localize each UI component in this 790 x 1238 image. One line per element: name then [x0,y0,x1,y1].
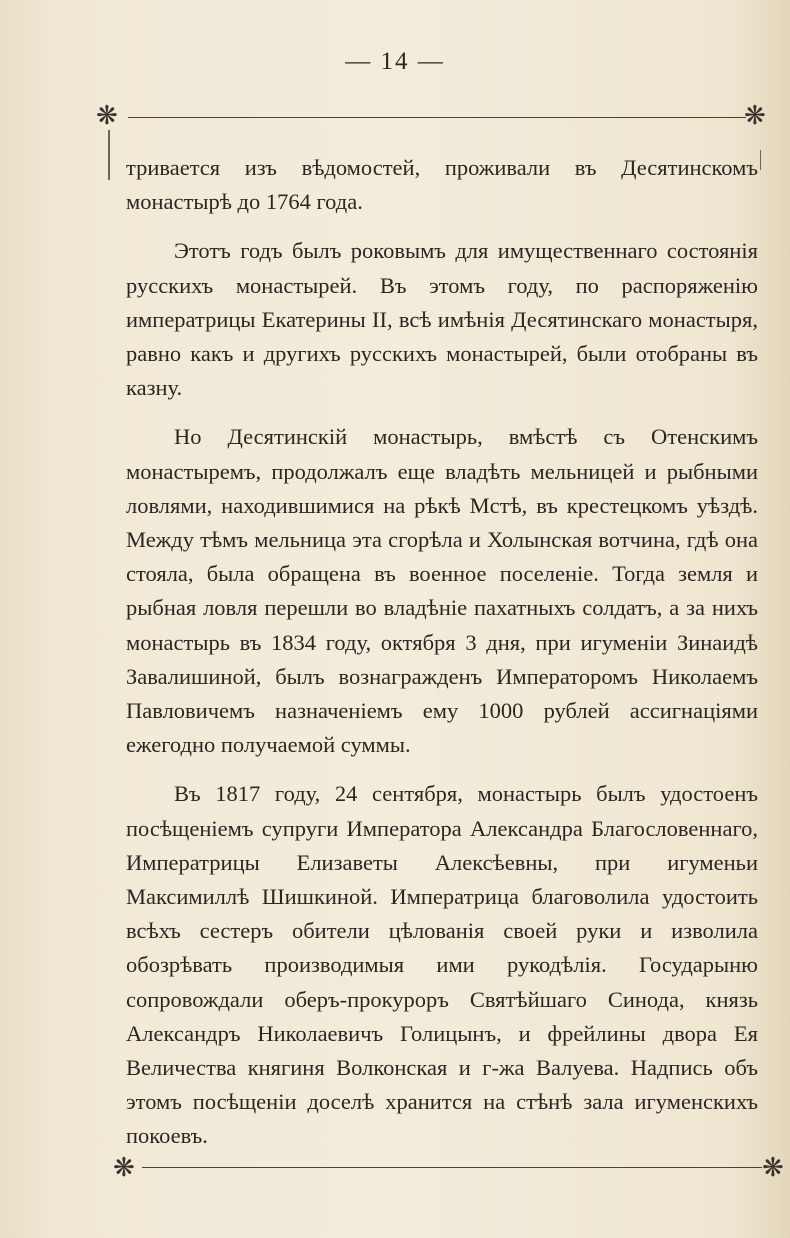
paragraph: Этотъ годъ былъ роковымъ для имущественнаго состоянія русскихъ монастырей. Въ этомъ году, по распоряженію императрицы Екатерины II, всѣ имѣнія Десятинскаго монастыря, равно какъ и другихъ русскихъ монастырей, были отобраны въ казну. [126,238,758,401]
body-text [126,151,758,1169]
footer-rule [142,1167,762,1168]
paragraph: тривается изъ вѣдомостей, проживали въ Десятинскомъ монастырѣ до 1764 года. [126,155,758,215]
margin-line [760,150,761,170]
paragraph: Но Десятинскій монастырь, вмѣстѣ съ Отенскимъ монастыремъ, продолжалъ еще владѣть мельницей и рыбными ловлями, находившимися на рѣкѣ Мстѣ, въ крестецкомъ уѣздѣ. Между тѣмъ мельница эта сгорѣла и Холынская вотчина, гдѣ она стояла, была обращена въ военное поселеніе. Тогда земля и рыбная ловля перешли во владѣніе пахатныхъ солдатъ, а за нихъ монастырь въ 1834 году, октября 3 дня, при игуменіи Зинаидѣ Завалишиной, былъ вознагражденъ Императоромъ Николаемъ Павловичемъ назначеніемъ ему 1000 рублей ассигнаціями ежегодно получаемой суммы. [126,424,758,758]
ornament-icon: ❋ [113,1153,135,1183]
ornament-icon: ❋ [762,1153,784,1183]
header-rule [128,117,746,118]
paragraph: Въ 1817 году, 24 сентября, монастырь былъ удостоенъ посѣщеніемъ супруги Императора Александра Благословеннаго, Императрицы Елизаветы Алексѣевны, при игуменьи Максимиллѣ Шишкиной. Императрица благоволила удостоить всѣхъ сестеръ обители цѣлованія своей руки и изволила обозрѣвать производимыя ими рукодѣлія. Государыню сопровождали оберъ-прокуроръ Святѣйшаго Синода, князь Александръ Николаевичъ Голицынъ, и фрейлины двора Ея Величества княгиня Волконская и г-жа Валуева. Надпись объ этомъ посѣщеніи доселѣ хранится на стѣнѣ зала игуменскихъ покоевъ. [126,781,758,1149]
ornament-icon: ❋ [96,101,118,131]
page-number: — 14 — [345,48,445,75]
ornament-icon: ❋ [744,101,766,131]
margin-line [108,130,110,180]
